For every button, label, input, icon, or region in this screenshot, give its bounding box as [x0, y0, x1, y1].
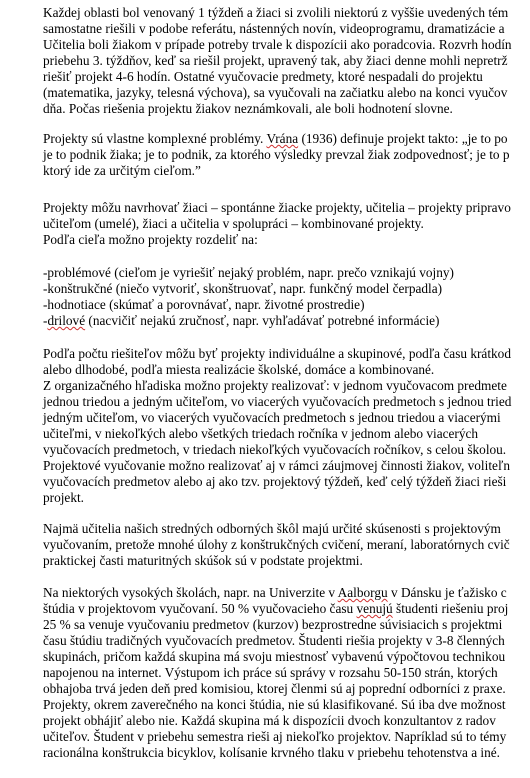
text-line: vyučovacích predmetov alebo aj ako tzv. projektový týždeň, keď celý týždeň žiaci rieši — [43, 474, 507, 489]
spellcheck-word: drilové — [47, 313, 86, 328]
text-line: Každej oblasti bol venovaný 1 týždeň a žiaci si zvolili niektorú z vyššie uvedených tém — [43, 5, 509, 20]
text-line: alebo dlhodobé, podľa miesta realizácie školské, domáce a kombinované. — [43, 362, 435, 377]
text-line: priebehu 3. týždňov, keď sa riešil projekt, upravený tak, aby žiaci denne mohli nepretrž — [43, 53, 508, 68]
text-line: skupinách, pričom každá skupina má svoju miestnosť vybavenú výpočtovou technikou — [43, 649, 506, 664]
text-line: riešiť projekt 4-6 hodín. Ostatné vyučovacie predmety, ktoré nespadali do projektu — [43, 69, 483, 84]
text-line: obhajoba trvá jeden deň pred komisiou, ktorej členmi sú aj poprední odborníci z praxe. — [43, 681, 506, 696]
text-line: Projekty, okrem zaverečného na konci štúdia, nie sú klasifikované. Sú iba dve možnost — [43, 697, 506, 712]
text-line: vyučovacích predmetoch, v triedach niekoľkých vyučovacích ročníkov, s celou školou. — [43, 442, 507, 457]
text-line: štúdia v projektovom vyučovaní. 50 % vyučovacieho času venujú študenti riešeniu proj — [43, 601, 509, 616]
text-line: napojenou na internet. Výstupom ich práce sú správy v rozsahu 50-150 strán, ktorých — [43, 665, 498, 680]
text-line: (matematika, jazyky, telesná výchova), sa vyučovali na začiatku alebo na konci vyučov — [43, 85, 508, 100]
text-line: je to podnik žiaka; je to podnik, za ktorého výsledky prevzal žiak zodpovednosť; je to p — [43, 147, 510, 162]
spellcheck-word: Aalborgu — [337, 585, 388, 600]
text-line: -problémové (cieľom je vyriešiť nejaký problém, napr. prečo vznikajú vojny) — [43, 265, 454, 280]
text-line: dňa. Počas riešenia projektu žiakov neznámkovali, ale boli hodnotení slovne. — [43, 101, 453, 116]
text-line: projekt obhájiť alebo nie. Každá skupina má k dispozícii dvoch konzultantov z radov — [43, 713, 496, 728]
spellcheck-word: venujú — [356, 601, 393, 616]
text-line: učiteľov. Študent v priebehu semestra rieši aj niekoľko projektov. Napríklad sú to témy — [43, 729, 507, 744]
text-line: Projekty môžu navrhovať žiaci – spontánne žiacke projekty, učitelia – projekty pripravo — [43, 200, 511, 215]
spellcheck-word: Vrána — [266, 131, 299, 146]
text-line: času štúdiu tradičných vyučovacích predmetov. Študenti riešia projekty v 3-8 členných — [43, 633, 505, 648]
text-line: Z organizačného hľadiska možno projekty realizovať: v jednom vyučovacom predmete — [43, 378, 507, 393]
text-line: -konštrukčné (niečo vytvoriť, skonštruovať, napr. funkčný model čerpadla) — [43, 281, 443, 296]
text-line: jednou triedou a jedným učiteľom, vo viacerých vyučovacích predmetoch s jednou tried — [43, 394, 512, 409]
text-line: učiteľmi, v niekoľkých alebo všetkých triedach ročníka v jednom alebo viacerých — [43, 426, 479, 441]
text-line: Na niektorých vysokých školách, napr. na Univerzite v Aalborgu v Dánsku je ťažisko c — [43, 585, 507, 600]
text-line: Podľa cieľa možno projekty rozdeliť na: — [43, 232, 258, 247]
text-line: 25 % sa venuje vyučovaniu predmetov (kurzov) bezprostredne súvisiacich s projektmi — [43, 617, 503, 632]
text-line: ktorý ide za určitým cieľom.” — [43, 163, 201, 178]
text-line: Projekty sú vlastne komplexné problémy. Vrána (1936) definuje projekt takto: „je to po — [43, 131, 508, 146]
text-line: samostatne riešili v podobe referátu, nástenných novín, videoprogramu, dramatizácie a — [43, 21, 505, 36]
text-line: jedným učiteľom, vo viacerých vyučovacích predmetoch s jednou triedou a viacerými — [43, 410, 501, 425]
text-line: racionálna konštrukcia bicyklov, kolísanie krvného tlaku v priebehu tehotenstva a iné. — [43, 745, 501, 760]
text-line: učiteľom (umelé), žiaci a učitelia v spolupráci – kombinované projekty. — [43, 216, 424, 231]
text-line: vyučovaním, pretože mnohé úlohy z konštrukčných cvičení, meraní, laboratórnych cvič — [43, 537, 510, 552]
text-line: -drilové (nacvičiť nejakú zručnosť, napr. vyhľadávať potrebné informácie) — [43, 313, 440, 328]
text-line: Učitelia boli žiakom v prípade potreby trvale k dispozícii ako poradcovia. Rozvrh hodín — [43, 37, 512, 52]
text-line: -hodnotiace (skúmať a porovnávať, napr. životné prostredie) — [43, 297, 365, 312]
text-line: Najmä učitelia našich stredných odborných škôl majú určité skúsenosti s projektovým — [43, 521, 501, 536]
text-line: praktickej časti maturitných skúšok sú v podstate projektmi. — [43, 553, 363, 568]
text-line: Podľa počtu riešiteľov môžu byť projekty individuálne a skupinové, podľa času krátkod — [43, 346, 511, 361]
text-line: Projektové vyučovanie možno realizovať aj v rámci záujmovej činnosti žiakov, voliteľn — [43, 458, 510, 473]
text-line: projekt. — [43, 490, 84, 505]
